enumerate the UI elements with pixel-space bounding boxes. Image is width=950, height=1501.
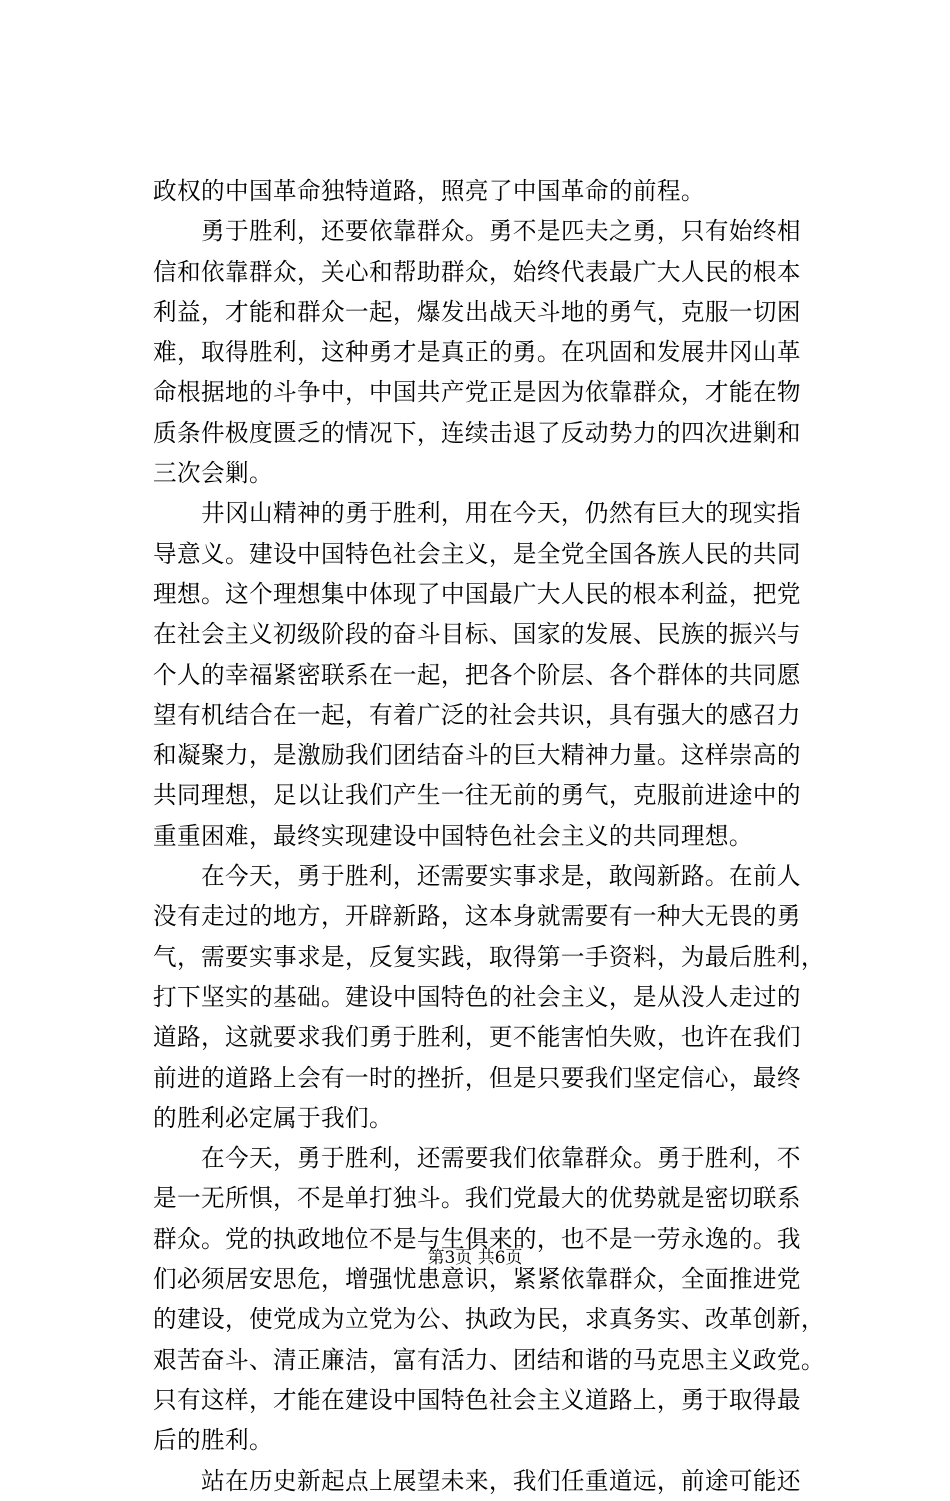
text-line: 在今天，勇于胜利，还需要实事求是，敢闯新路。在前人: [153, 862, 801, 891]
text-line: 前进的道路上会有一时的挫折，但是只要我们坚定信心，最终: [153, 1063, 801, 1092]
page-number: 第3页 共6页: [427, 1248, 523, 1268]
text-line: 望有机结合在一起，有着广泛的社会共识，具有强大的感召力: [153, 700, 801, 729]
text-line: 是一无所惧，不是单打独斗。我们党最大的优势就是密切联系: [153, 1184, 801, 1213]
text-line: 理想。这个理想集中体现了中国最广大人民的根本利益，把党: [153, 579, 801, 608]
text-line: 导意义。建设中国特色社会主义，是全党全国各族人民的共同: [153, 539, 801, 568]
text-line: 利益，才能和群众一起，爆发出战天斗地的勇气，克服一切困: [153, 297, 801, 326]
text-line: 井冈山精神的勇于胜利，用在今天，仍然有巨大的现实指: [153, 499, 801, 528]
text-line: 共同理想，足以让我们产生一往无前的勇气，克服前进途中的: [153, 781, 801, 810]
text-line: 质条件极度匮乏的情况下，连续击退了反动势力的四次进剿和: [153, 418, 801, 447]
text-line: 和凝聚力，是激励我们团结奋斗的巨大精神力量。这样崇高的: [153, 741, 801, 770]
body-text: [153, 171, 825, 1501]
text-line: 站在历史新起点上展望未来，我们任重道远，前途可能还: [153, 1466, 801, 1495]
text-line: 只有这样，才能在建设中国特色社会主义道路上，勇于取得最: [153, 1385, 801, 1414]
page-footer: [0, 1246, 950, 1270]
text-line: 在社会主义初级阶段的奋斗目标、国家的发展、民族的振兴与: [153, 620, 801, 649]
text-line: 政权的中国革命独特道路，照亮了中国革命的前程。: [153, 177, 705, 205]
text-line: 勇于胜利，还要依靠群众。勇不是匹夫之勇，只有始终相: [153, 217, 801, 246]
text-line: 在今天，勇于胜利，还需要我们依靠群众。勇于胜利，不: [153, 1144, 801, 1173]
text-line: 的建设，使党成为立党为公、执政为民，求真务实、改革创新，: [153, 1305, 825, 1334]
text-line: 难，取得胜利，这种勇才是真正的勇。在巩固和发展井冈山革: [153, 338, 801, 367]
text-line: 命根据地的斗争中，中国共产党正是因为依靠群众，才能在物: [153, 378, 801, 407]
text-line: 道路，这就要求我们勇于胜利，更不能害怕失败，也许在我们: [153, 1023, 801, 1052]
text-line: 艰苦奋斗、清正廉洁，富有活力、团结和谐的马克思主义政党。: [153, 1345, 825, 1374]
text-line: 三次会剿。: [153, 459, 273, 488]
text-line: 个人的幸福紧密联系在一起，把各个阶层、各个群体的共同愿: [153, 660, 801, 689]
text-line: 的胜利必定属于我们。: [153, 1103, 393, 1132]
text-line: 重重困难，最终实现建设中国特色社会主义的共同理想。: [153, 821, 753, 850]
text-line: 没有走过的地方，开辟新路，这本身就需要有一种大无畏的勇: [153, 902, 801, 931]
text-line: 信和依靠群众，关心和帮助群众，始终代表最广大人民的根本: [153, 257, 801, 286]
text-line: 们必须居安思危，增强忧患意识，紧紧依靠群众，全面推进党: [153, 1265, 801, 1294]
text-line: 气，需要实事求是，反复实践，取得第一手资料，为最后胜利，: [153, 942, 825, 971]
text-line: 群众。党的执政地位不是与生俱来的，也不是一劳永逸的。我: [153, 1224, 801, 1253]
text-line: 打下坚实的基础。建设中国特色的社会主义，是从没人走过的: [153, 982, 801, 1011]
text-line: 后的胜利。: [153, 1426, 273, 1455]
